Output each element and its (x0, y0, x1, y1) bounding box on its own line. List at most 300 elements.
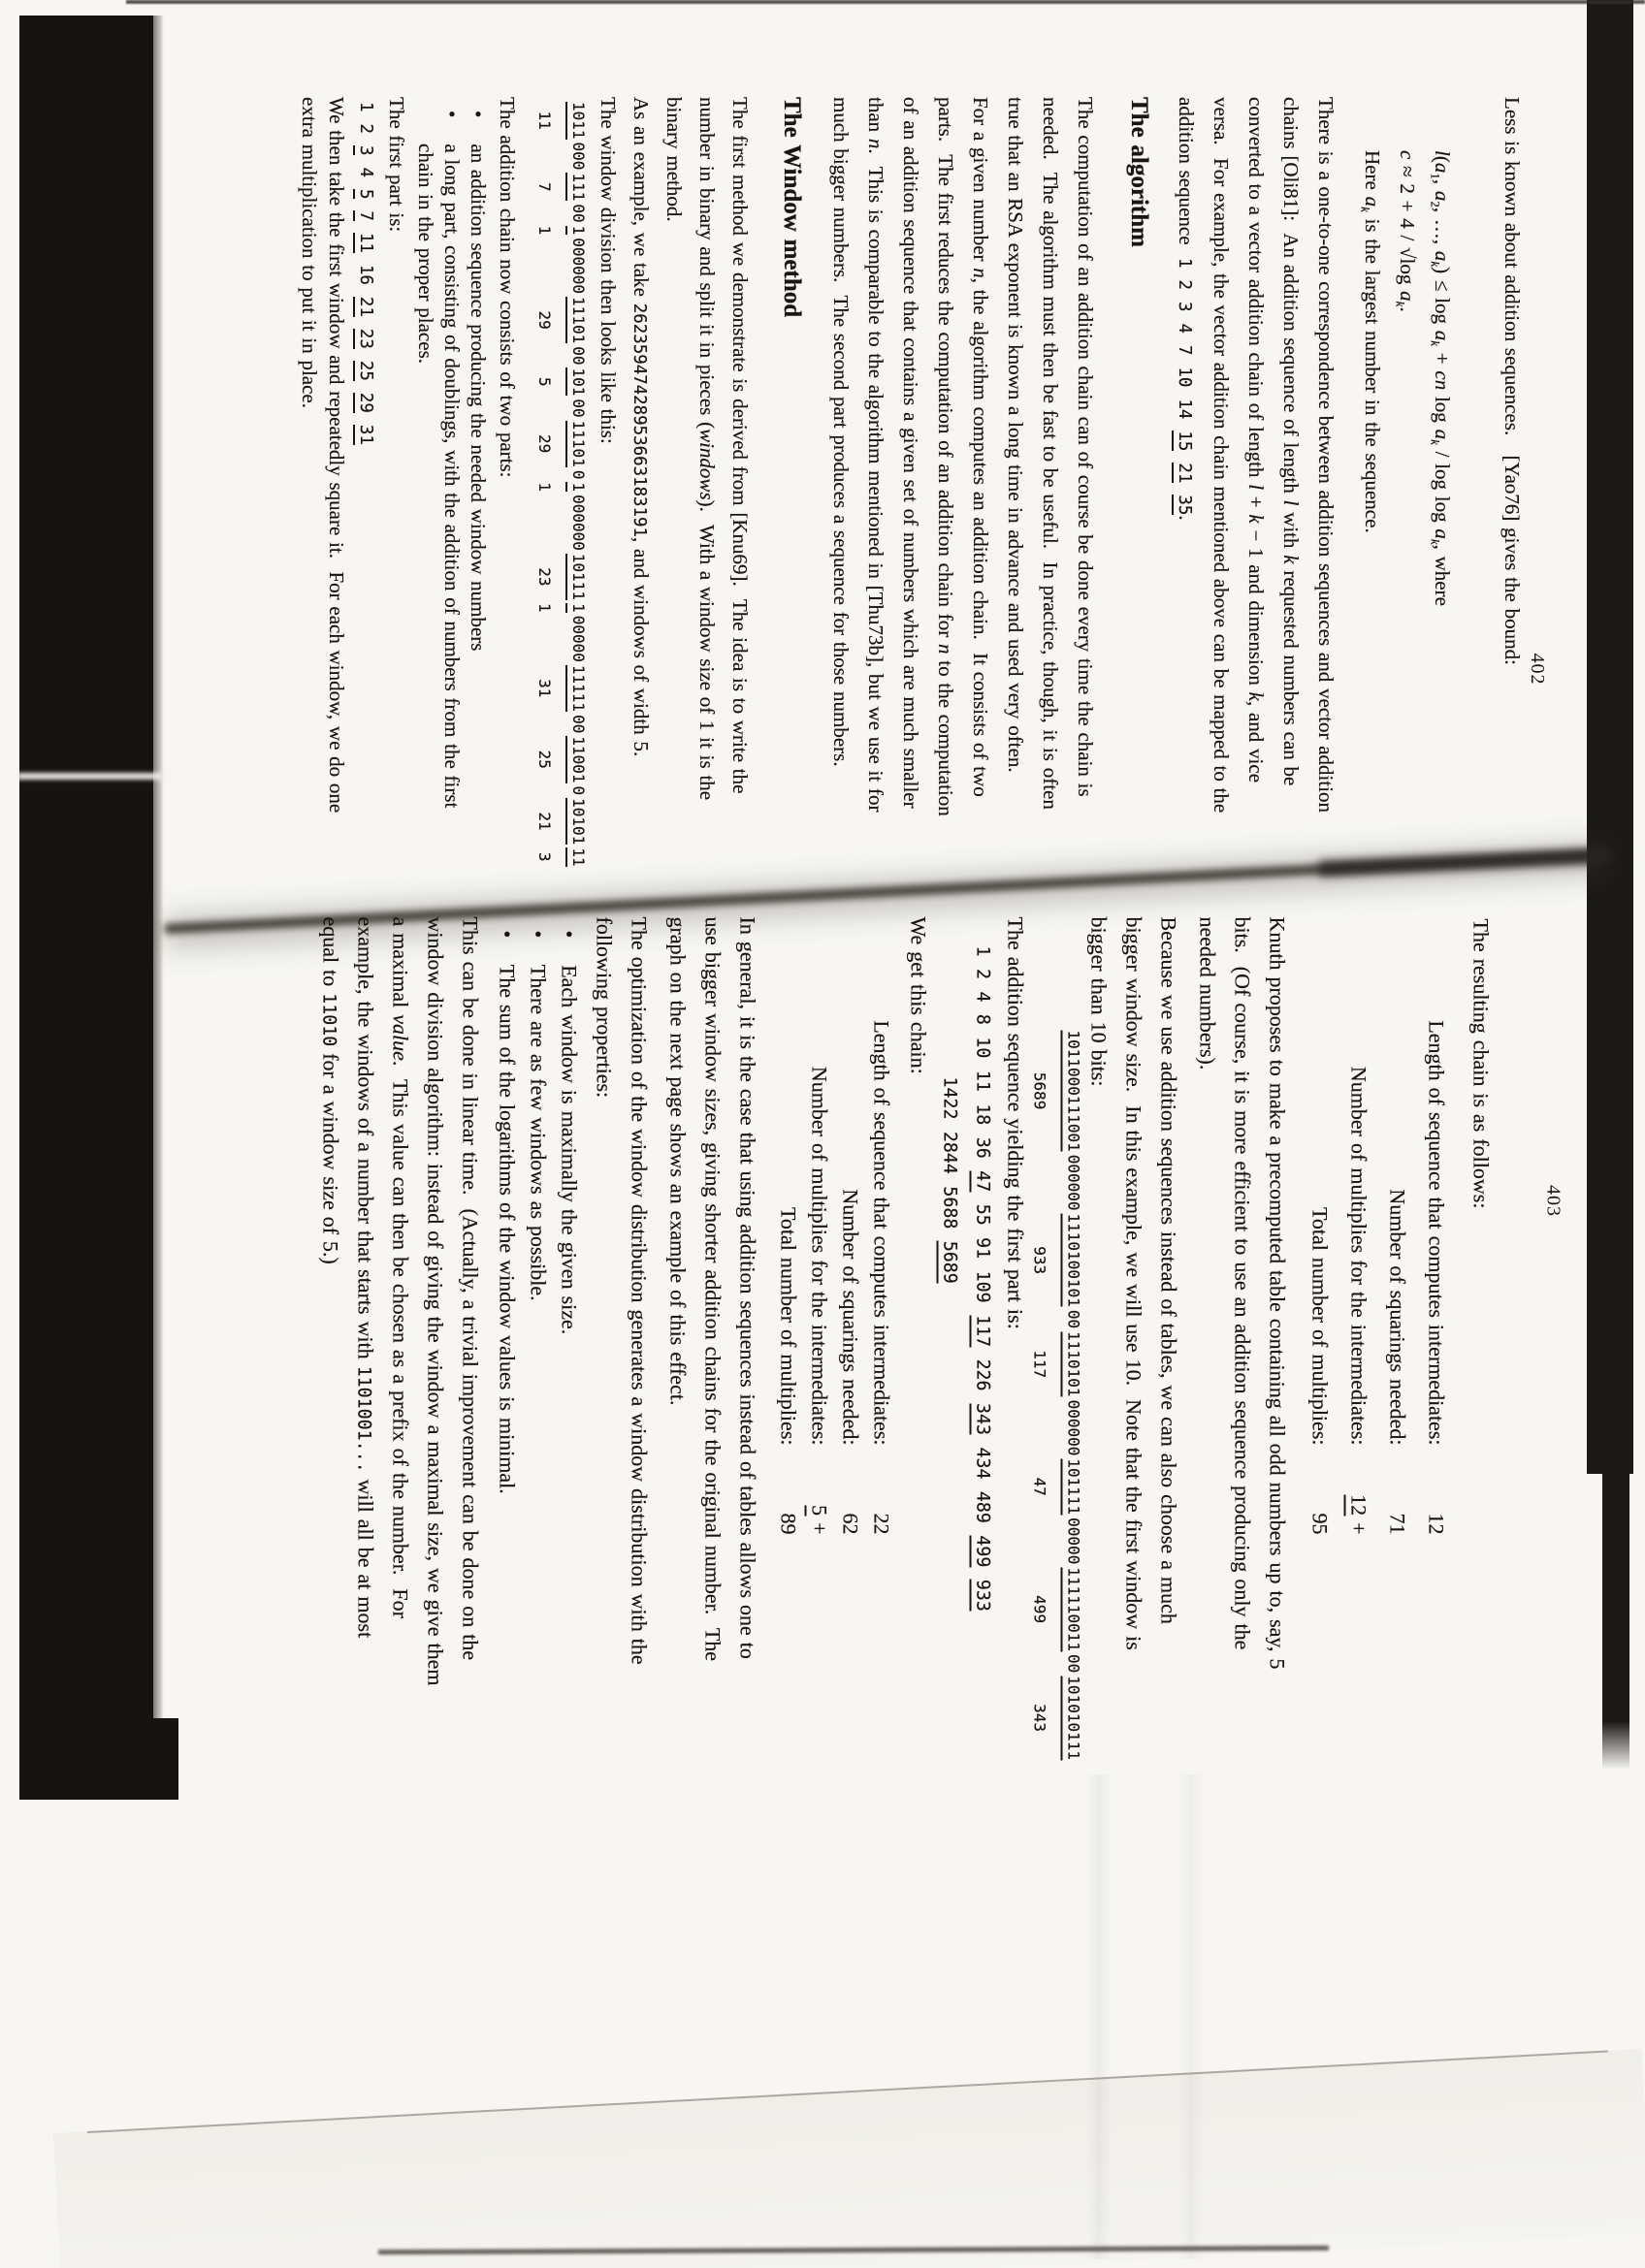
result-label (868, 916, 894, 1445)
text-segment: k (1244, 514, 1268, 524)
text-segment: We get this chain: (906, 916, 930, 1074)
text-segment: The first method we demonstrate is derived from [Knu69]. The idea is to write the (728, 97, 752, 794)
text-segment: bigger window size. In this example, we will use 10. Note that the first window is (1121, 916, 1145, 1650)
p402-line-16 (862, 97, 888, 812)
scanner-band-left-foot (145, 1718, 178, 1800)
window-value-label: 499 (1030, 1594, 1048, 1623)
binary-window: 11 (565, 847, 588, 866)
p403-line-6 (1229, 916, 1255, 1649)
p403-line-31 (350, 916, 378, 1638)
text-segment: 3 (353, 145, 375, 156)
binary-window: 1 (565, 603, 588, 613)
p403-line-5 (1264, 916, 1290, 1669)
p403-line-28 (457, 916, 483, 1660)
text-segment: ). With a window size of 1 it is the (695, 499, 719, 801)
result-label (775, 916, 801, 1445)
p402-line-21 (661, 97, 687, 222)
binary-window: 11111 (565, 665, 588, 712)
page-402 (298, 0, 1591, 892)
text-segment: The window division then looks like this: (597, 97, 620, 444)
text-segment: windows (695, 429, 719, 500)
text-segment: bits. (Of course, it is more efficient to use an addition sequence producing only the (1230, 916, 1254, 1649)
text-segment: 5 (804, 1505, 831, 1516)
p403-line-30 (387, 916, 413, 1617)
text-segment: l (1431, 150, 1454, 156)
window-value-label: 47 (1030, 1477, 1048, 1496)
scanner-edge-band-right (1587, 0, 1633, 1474)
window-value-label: 343 (1030, 1703, 1048, 1732)
text-segment: 1422 2844 5688 (939, 1076, 959, 1241)
text-segment: k (1244, 691, 1268, 701)
binary-window: 101111 (1060, 1458, 1082, 1515)
p403-line-13 (969, 945, 997, 1611)
text-segment: . This value can then be chosen as a prefix of the number. For (388, 1060, 412, 1618)
p402-line-3 (1352, 150, 1385, 533)
text-segment: a (1431, 162, 1454, 174)
text-segment: k (1358, 207, 1373, 212)
text-segment: needed numbers). (1195, 916, 1219, 1070)
text-segment: example, the windows of a number that starts with (353, 916, 377, 1366)
scanner-band-right-tail (1602, 1445, 1629, 1770)
text-segment: k (1428, 340, 1443, 347)
p402-line-4 (1312, 97, 1339, 813)
text-segment: following properties: (592, 916, 616, 1098)
window-value-label: 5 (535, 377, 554, 387)
p402-line-8 (1171, 97, 1199, 521)
result-value (775, 1445, 801, 1534)
p402-line-23 (595, 97, 621, 444)
window-value-label: 1 (535, 602, 554, 613)
p402-line-12 (1002, 97, 1028, 773)
binary-gap: 00 (569, 346, 588, 366)
text-segment: Because we use addition sequences instead of tables, we can also choose a much (1156, 916, 1180, 1624)
p402-binary-row (534, 102, 554, 870)
text-segment: + (1346, 1515, 1371, 1534)
text-segment: 434 489 (972, 1434, 992, 1535)
text-segment: , the algorithm computes an addition chain. It consists of two (969, 277, 992, 797)
page-number-402: 402 (1527, 653, 1548, 686)
window-value-label: 1 (535, 482, 554, 492)
p402-line-25 (494, 97, 520, 478)
text-segment: 1 (1428, 173, 1443, 179)
text-segment: to the computation (934, 654, 957, 816)
text-segment: • The sum of the logarithms of the window values is minimal. (495, 930, 519, 1494)
text-segment: a (1431, 190, 1454, 202)
text-segment: with (1279, 505, 1303, 556)
text-segment: This can be done in linear time. (Actually, a trivial improvement can be done on the (458, 916, 482, 1660)
text-segment: n (864, 138, 887, 149)
text-segment: converted to a vector addition chain of length (1244, 97, 1268, 485)
p402-binary-row (565, 102, 588, 870)
text-segment: 25 (353, 361, 375, 381)
text-segment: chain in the proper places. (414, 144, 437, 364)
text-segment (356, 349, 375, 361)
text-segment: is the largest number in the sequence. (1361, 211, 1384, 533)
p402-line-24 (534, 102, 588, 870)
result-value (837, 1445, 863, 1534)
binary-gap: 00000 (569, 615, 588, 662)
page-number-403: 403 (1542, 1184, 1564, 1217)
text-segment: 7 (353, 210, 375, 221)
p402-line-14 (932, 97, 958, 816)
text-segment: 11010 (318, 992, 339, 1046)
text-segment: will all be at most (353, 1472, 377, 1638)
p403-line-29 (422, 916, 448, 1685)
text-segment: bigger than 10 bits: (1086, 916, 1111, 1086)
text-segment: , (1431, 178, 1454, 191)
text-segment: 117 (969, 1315, 992, 1347)
binary-window: 111 (565, 173, 588, 201)
p403-line-8 (1155, 916, 1181, 1623)
text-segment: 2 (1428, 201, 1443, 208)
text-segment: 29 (353, 393, 375, 413)
text-segment (356, 413, 375, 425)
text-segment: In general, it is the case that using addition sequences instead of tables allows one to (735, 916, 759, 1659)
p402-line-2 (1387, 150, 1420, 312)
text-segment: true that an RSA exponent is known a long time in advance and used very often. (1004, 97, 1027, 773)
text-segment: The addition chain now consists of two parts: (496, 97, 519, 478)
text-segment: a maximal (388, 916, 412, 1014)
text-segment: , …, (1431, 207, 1454, 251)
window-value-label: 21 (535, 812, 554, 831)
binary-window: 1011 (565, 102, 588, 140)
scanner-band-left-edge (153, 16, 164, 1800)
scanner-edge-band-left (19, 16, 153, 1800)
binary-window: 1011000111001 (1060, 1030, 1082, 1151)
page-403 (310, 892, 1591, 2128)
text-segment: . This is comparable to the algorithm mentioned in [Thu73b], but we use it for (864, 148, 887, 813)
text-segment: 89 (776, 1513, 800, 1534)
text-segment: 343 (969, 1403, 992, 1435)
p403-line-4 (1306, 916, 1333, 1534)
result-value (806, 1445, 832, 1534)
text-segment: Here (1361, 150, 1384, 197)
text-segment: window division algorithm: instead of giving the window a maximal size, we give them (423, 916, 447, 1686)
text-segment: chains [Oli81]: An addition sequence of length (1279, 97, 1303, 500)
text-segment (1175, 451, 1194, 463)
text-segment: 71 (1385, 1513, 1409, 1534)
text-segment: equal to (318, 916, 342, 993)
p403-line-12 (1002, 916, 1028, 1328)
text-segment: cn (1431, 370, 1454, 391)
text-segment: For a given number (969, 97, 992, 269)
p403-line-23 (626, 916, 652, 1664)
binary-window: 11001 (565, 736, 588, 783)
page-402-text-column (298, 97, 1591, 867)
p402-line-30 (352, 102, 380, 445)
binary-window: 1110100101 (1060, 1213, 1082, 1306)
text-segment: • an addition sequence producing the needed window numbers (467, 111, 490, 652)
text-segment: The Window method (779, 97, 805, 318)
text-segment: Knuth proposes to make a precomputed table containing all odd numbers up to, say, 5 (1265, 916, 1289, 1669)
window-value-label: 1 (535, 225, 554, 236)
p403-line-9 (1120, 916, 1146, 1649)
text-segment: number in binary and split it in pieces ( (695, 97, 719, 430)
p403-line-18 (806, 916, 832, 1534)
window-value-label: 117 (1030, 1349, 1048, 1378)
p403-line-0 (1468, 918, 1494, 1208)
p402-line-31 (323, 97, 349, 813)
text-segment: We then take the first window and repeatedly square it. For each window, we do one (325, 97, 348, 814)
p403-line-32 (315, 916, 343, 1263)
text-segment: a (1431, 528, 1454, 539)
text-segment: ( (1431, 155, 1454, 163)
binary-gap: 00 (569, 399, 588, 418)
text-segment: of an addition sequence that contains a given set of numbers which are much smaller (899, 97, 922, 809)
binary-gap: 00 (569, 715, 588, 734)
p402-line-6 (1242, 97, 1269, 783)
text-segment: for a window size of 5.) (318, 1045, 342, 1264)
binary-gap: 0 (569, 785, 588, 796)
text-segment: / log log (1431, 444, 1454, 529)
result-label (1306, 916, 1333, 1445)
binary-window: 10111 (565, 554, 588, 600)
text-segment: than (864, 97, 887, 139)
text-segment: 47 (969, 1170, 992, 1192)
text-segment: binary method. (662, 97, 686, 222)
result-label (806, 916, 832, 1445)
page-402-surface (298, 0, 1591, 892)
p403-line-16 (868, 916, 894, 1534)
text-segment: k (1428, 261, 1443, 268)
page-403-text-column (310, 916, 1591, 1760)
text-segment: 933 (969, 1579, 992, 1611)
result-value (1384, 1445, 1410, 1534)
result-value (1306, 1445, 1333, 1534)
p402-line-28 (412, 144, 438, 364)
text-segment: 4 (356, 155, 375, 189)
p402-line-5 (1277, 97, 1304, 785)
p403-line-11 (1029, 1030, 1082, 1763)
binary-gap: 00000 (1064, 1517, 1082, 1564)
text-segment: • a long part, consisting of doublings, with the addition of numbers from the first (440, 111, 464, 809)
text-segment: • Each window is maximally the given size. (557, 930, 581, 1334)
text-segment: a (1431, 250, 1454, 262)
text-segment: k (1279, 555, 1303, 564)
text-segment: 35 (1172, 495, 1194, 515)
binary-window: 1 (565, 226, 588, 236)
binary-gap: 0 (569, 469, 588, 480)
p403-line-24 (591, 916, 617, 1098)
text-segment: 12 (1424, 1513, 1448, 1534)
text-segment (356, 199, 375, 210)
text-segment: , where (1431, 544, 1454, 606)
text-segment: l (1279, 499, 1303, 506)
window-value-label: 31 (535, 679, 554, 698)
text-segment (356, 317, 375, 329)
binary-gap: 000000 (569, 495, 588, 551)
text-segment: The computation of an addition chain can of course be done every time the chain is (1074, 97, 1097, 797)
text-segment: As an example, we take (629, 97, 653, 303)
text-segment (972, 1567, 992, 1580)
text-segment: + (1431, 346, 1454, 371)
p403-line-22 (664, 916, 691, 1405)
binary-gap: 00 (569, 204, 588, 223)
binary-gap: 000 (569, 142, 588, 171)
binary-gap: 00 (1064, 1653, 1082, 1673)
binary-window: 1 (565, 482, 588, 492)
p402-line-1 (1422, 150, 1455, 606)
text-segment: a (1396, 291, 1419, 302)
text-segment: 5689 (936, 1240, 959, 1283)
text-segment: Number of multiplies for the intermediates: (807, 1066, 831, 1445)
text-segment: The first part is: (385, 97, 408, 233)
result-value (868, 1445, 894, 1534)
binary-gap: 00 (1064, 1309, 1082, 1328)
text-segment (356, 381, 375, 393)
text-segment: Less is known about addition sequences. [Yao76] gives the bound: (1500, 97, 1524, 665)
text-segment: value (388, 1013, 412, 1061)
p402-line-19 (726, 97, 753, 793)
p402-line-17 (827, 97, 854, 767)
p402-line-0 (1499, 97, 1525, 665)
text-segment: l (1244, 484, 1268, 491)
p402-line-18 (779, 97, 805, 317)
text-segment: ) ≤ log (1431, 267, 1454, 331)
p403-line-17 (837, 916, 863, 1534)
p403-line-7 (1194, 916, 1220, 1070)
binary-window: 1110101 (1060, 1331, 1082, 1396)
text-segment: needed. The algorithm must then be fast to be useful. In practice, though, it is often (1039, 97, 1062, 810)
text-segment: , and vice (1244, 700, 1268, 783)
p403-binary-row (1029, 1030, 1048, 1763)
result-label (1345, 916, 1371, 1445)
binary-window: 101010111 (1060, 1676, 1082, 1760)
p403-line-3 (1345, 916, 1371, 1534)
text-segment: 226 (972, 1346, 992, 1403)
p403-line-21 (699, 916, 726, 1661)
text-segment: Number of multiplies for the intermediates: (1346, 1066, 1371, 1445)
text-segment: versa. For example, the vector addition chain mentioned above can be mapped to the (1210, 97, 1233, 814)
p402-line-29 (383, 97, 409, 232)
text-segment: k (1393, 301, 1408, 307)
p402-line-27 (438, 111, 465, 808)
text-segment: Total number of multiplies: (776, 1206, 800, 1445)
binary-window: 101 (565, 367, 588, 396)
text-segment (356, 221, 375, 233)
text-segment: . (1396, 306, 1419, 312)
p403-line-2 (1384, 916, 1410, 1534)
p403-line-25 (556, 930, 582, 1334)
p403-line-27 (494, 930, 520, 1493)
text-segment: c (1396, 150, 1419, 160)
p403-line-20 (734, 916, 760, 1658)
text-segment: 5 (353, 189, 375, 200)
text-segment: ≈ 2 + 4 / √log (1396, 159, 1419, 292)
text-segment: 11 (353, 233, 375, 253)
text-segment: 1 2 3 4 7 10 14 (1175, 258, 1194, 431)
text-segment: + (1244, 490, 1268, 515)
result-value (1423, 1445, 1449, 1534)
p403-line-15 (905, 916, 931, 1073)
text-segment: a (1361, 196, 1384, 208)
text-segment: 499 (969, 1535, 992, 1567)
window-value-label: 29 (535, 310, 554, 330)
window-value-label: 29 (535, 434, 554, 454)
text-segment: − 1 and dimension (1244, 523, 1268, 692)
text-segment: 22 (869, 1513, 893, 1534)
text-segment: 62 (838, 1513, 862, 1534)
text-segment: 1 2 4 8 10 11 18 36 (972, 945, 992, 1170)
text-segment: Total number of multiplies: (1307, 1206, 1332, 1445)
text-segment: a (1431, 429, 1454, 440)
binary-gap: 000000 (569, 238, 588, 295)
text-segment: much bigger numbers. The second part produces a sequence for those numbers. (829, 97, 853, 767)
text-segment: n (969, 268, 992, 278)
text-segment: extra multiplication to put it in place. (298, 97, 321, 409)
text-segment: The resulting chain is as follows: (1468, 918, 1493, 1208)
binary-window: 111110011 (1060, 1567, 1082, 1651)
text-segment: 21 (353, 297, 375, 317)
text-segment: a (1431, 330, 1454, 341)
text-segment: 31 (353, 425, 375, 445)
text-segment: parts. The first reduces the computation of an addition chain for (934, 97, 957, 645)
window-value-label: 3 (535, 851, 554, 862)
binary-window: 11101 (565, 421, 588, 467)
p402-line-20 (693, 97, 720, 800)
text-segment: 1101001... (353, 1365, 373, 1473)
text-segment: k (1428, 538, 1443, 545)
text-segment: addition sequence (1175, 97, 1198, 259)
binary-window: 10101 (565, 798, 588, 845)
p403-binary-row (1060, 1030, 1082, 1763)
text-segment: Length of sequence that computes intermediates: (869, 1019, 893, 1445)
text-segment (1175, 483, 1194, 495)
result-value (1345, 1445, 1371, 1534)
result-label (837, 916, 863, 1445)
result-label (1423, 916, 1449, 1445)
text-segment: 12 (1343, 1494, 1371, 1516)
p402-line-10 (1072, 97, 1098, 797)
window-value-label: 11 (535, 111, 554, 130)
text-segment: Number of squarings needed: (838, 1188, 862, 1445)
binary-gap: 000000 (1064, 1399, 1082, 1455)
text-segment: requested numbers can be (1279, 563, 1303, 786)
text-segment: use bigger window sizes, giving shorter addition chains for the original number. The (700, 916, 725, 1661)
text-segment: log (1431, 390, 1454, 430)
text-segment: There is a one-to-one correspondence between addition sequences and vector addition (1314, 97, 1338, 814)
text-segment: 15 (1172, 431, 1194, 451)
text-segment: + (807, 1515, 831, 1534)
p402-line-11 (1037, 97, 1063, 810)
p403-line-26 (525, 930, 551, 1300)
text-segment: Number of squarings needed: (1385, 1188, 1409, 1445)
p402-line-26 (465, 111, 491, 651)
p402-line-9 (1126, 97, 1152, 247)
scanner-band-scratch (17, 773, 163, 780)
text-segment: 16 (356, 252, 375, 297)
p402-line-13 (967, 97, 993, 797)
p402-line-22 (626, 97, 654, 756)
window-value-label: 7 (535, 182, 554, 192)
text-segment: 21 (1172, 463, 1194, 483)
binary-gap: 000000 (1064, 1154, 1082, 1211)
text-segment: , and windows of width 5. (629, 537, 653, 757)
text-segment: The algorithm (1126, 97, 1152, 247)
p403-line-19 (775, 916, 801, 1534)
text-segment: 26235947428953663183191 (629, 303, 649, 538)
text-segment: The optimization of the window distribution generates a window distribution with the (627, 916, 651, 1665)
text-segment: The addition sequence yielding the first part is: (1003, 916, 1027, 1329)
text-segment: 95 (1307, 1513, 1332, 1534)
p402-line-15 (897, 97, 923, 809)
p403-line-14 (936, 1076, 964, 1283)
text-segment: Length of sequence that computes intermediates: (1424, 1019, 1448, 1445)
text-segment: n (934, 644, 957, 655)
p403-line-10 (1085, 916, 1112, 1086)
text-segment: 23 (353, 329, 375, 349)
text-segment: k (1428, 439, 1443, 445)
